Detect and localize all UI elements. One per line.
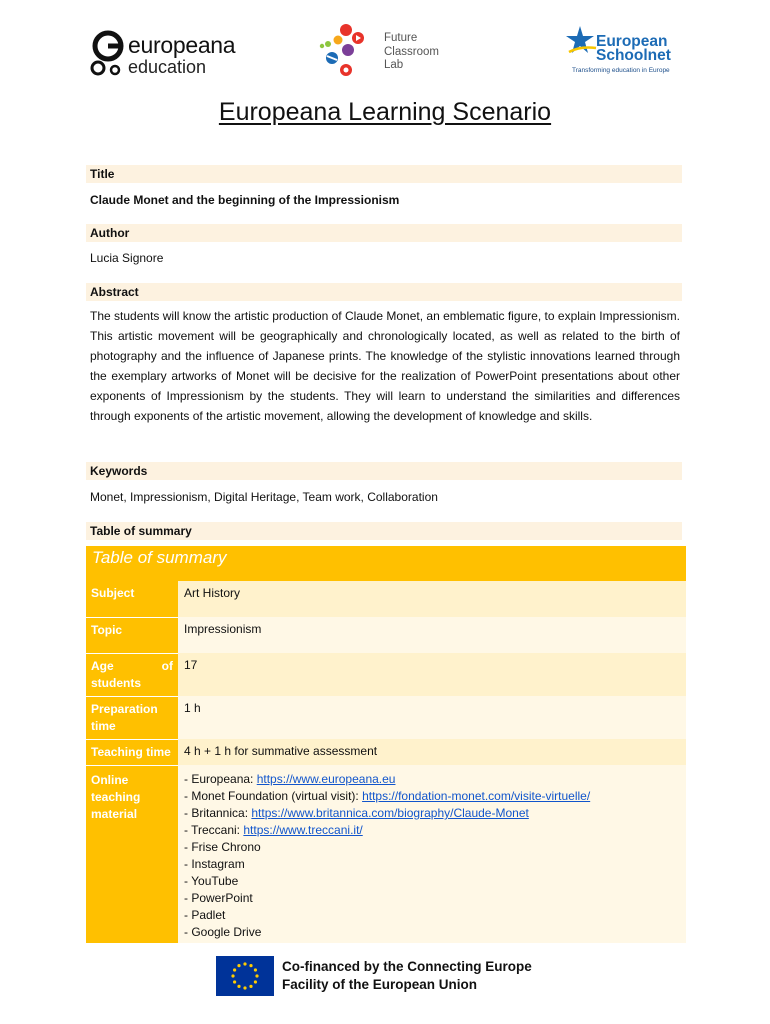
list-item-google-drive: - Google Drive xyxy=(184,925,262,939)
eu-flag-icon xyxy=(216,956,274,996)
material-britannica-label: - Britannica: xyxy=(184,806,252,820)
table-row xyxy=(86,765,686,943)
abstract-text: The students will know the artistic production of Claude Monet, an emblematic figure, to explain Impressionism. This artistic movement will be geographically and chronologically located, as well as related to the birth of photography and the influence of Japanese prints. The knowledge of the stylistic innovations learned through the exemplary artworks of Monet will be decisive for the realization of PowerPoint presentations about other exponents of Impressionism by the students. They will learn to understand the similarities and differences through exponents of the artistic movement, allowing the development of knowledge and skills. xyxy=(90,309,680,423)
table-row xyxy=(86,617,686,653)
topic-label: Topic xyxy=(86,617,178,653)
teaching-time-label: Teaching time xyxy=(86,739,178,765)
header-logos xyxy=(0,18,770,82)
fcl-line1: Future xyxy=(384,32,418,44)
section-keywords-header: Keywords xyxy=(86,462,682,480)
subject-label: Subject xyxy=(86,581,178,617)
teaching-time-value: 4 h + 1 h for summative assessment xyxy=(178,739,686,765)
topic-value: Impressionism xyxy=(178,617,686,653)
britannica-link[interactable]: https://www.britannica.com/biography/Claude-Monet xyxy=(251,806,529,820)
list-item xyxy=(184,822,680,839)
preparation-label xyxy=(86,696,178,739)
subject-value: Art History xyxy=(178,581,686,617)
europeana-education-logo xyxy=(90,30,236,80)
list-item-frise-chrono: - Frise Chrono xyxy=(184,840,261,854)
cofinancing-statement xyxy=(282,958,532,994)
table-row xyxy=(86,581,686,617)
material-europeana-label: - Europeana: xyxy=(184,772,257,786)
fcl-line2: Classroom xyxy=(384,45,439,58)
scenario-title: Claude Monet and the beginning of the Impressionism xyxy=(90,193,400,207)
section-title-header: Title xyxy=(86,165,682,183)
section-abstract-header: Abstract xyxy=(86,283,682,301)
online-label-line2: teaching xyxy=(91,789,141,804)
list-item-youtube: - YouTube xyxy=(184,874,239,888)
future-classroom-lab-icon xyxy=(318,22,378,82)
list-item-padlet: - Padlet xyxy=(184,908,226,922)
cofinancing-line1: Co-financed by the Connecting Europe xyxy=(282,959,532,974)
future-classroom-lab-logo xyxy=(318,22,458,82)
esn-wordmark-1: European xyxy=(596,33,668,50)
prep-label-line2: time xyxy=(91,718,116,733)
european-schoolnet-logo xyxy=(566,24,686,76)
europeana-logo-icon xyxy=(90,30,126,76)
online-label-line1: Online xyxy=(91,772,129,787)
age-label-line1: Age of xyxy=(91,658,173,673)
section-author-header: Author xyxy=(86,224,682,242)
list-item xyxy=(184,805,680,822)
schoolnet-star-icon xyxy=(566,24,600,58)
monet-foundation-link[interactable]: https://fondation-monet.com/visite-virtuelle/ xyxy=(362,789,591,803)
list-item xyxy=(184,788,680,805)
summary-table xyxy=(86,546,686,944)
online-material-list xyxy=(178,765,686,943)
section-summary-header: Table of summary xyxy=(86,522,682,540)
fcl-wordmark xyxy=(384,32,439,73)
age-label-line2: students xyxy=(91,675,142,690)
fcl-line3: Lab xyxy=(384,59,404,71)
table-row xyxy=(86,739,686,765)
europeana-link[interactable]: https://www.europeana.eu xyxy=(256,772,396,786)
material-monet-label: - Monet Foundation (virtual visit): xyxy=(184,789,363,803)
age-label xyxy=(86,653,178,696)
education-wordmark: education xyxy=(128,57,207,77)
preparation-value: 1 h xyxy=(178,696,686,739)
esn-wordmark-2: Schoolnet xyxy=(596,47,671,64)
list-item xyxy=(184,771,680,788)
online-label-line3: material xyxy=(91,806,138,821)
material-treccani-label: - Treccani: xyxy=(184,823,244,837)
table-row xyxy=(86,696,686,739)
treccani-link[interactable]: https://www.treccani.it/ xyxy=(243,823,363,837)
keywords-text: Monet, Impressionism, Digital Heritage, Team work, Collaboration xyxy=(90,490,438,504)
author-name: Lucia Signore xyxy=(90,251,164,265)
esn-tagline: Transforming education in Europe xyxy=(572,67,670,74)
list-item-powerpoint: - PowerPoint xyxy=(184,891,253,905)
cofinancing-line2: Facility of the European Union xyxy=(282,977,478,992)
table-row xyxy=(86,653,686,696)
list-item-instagram: - Instagram xyxy=(184,857,245,871)
prep-label-line1: Preparation xyxy=(91,701,158,716)
document-title: Europeana Learning Scenario xyxy=(218,98,552,126)
eu-funding-footer xyxy=(216,954,556,996)
online-material-label xyxy=(86,765,178,943)
europeana-wordmark: europeana xyxy=(128,32,236,58)
age-value: 17 xyxy=(178,653,686,696)
summary-table-caption: Table of summary xyxy=(86,546,686,581)
